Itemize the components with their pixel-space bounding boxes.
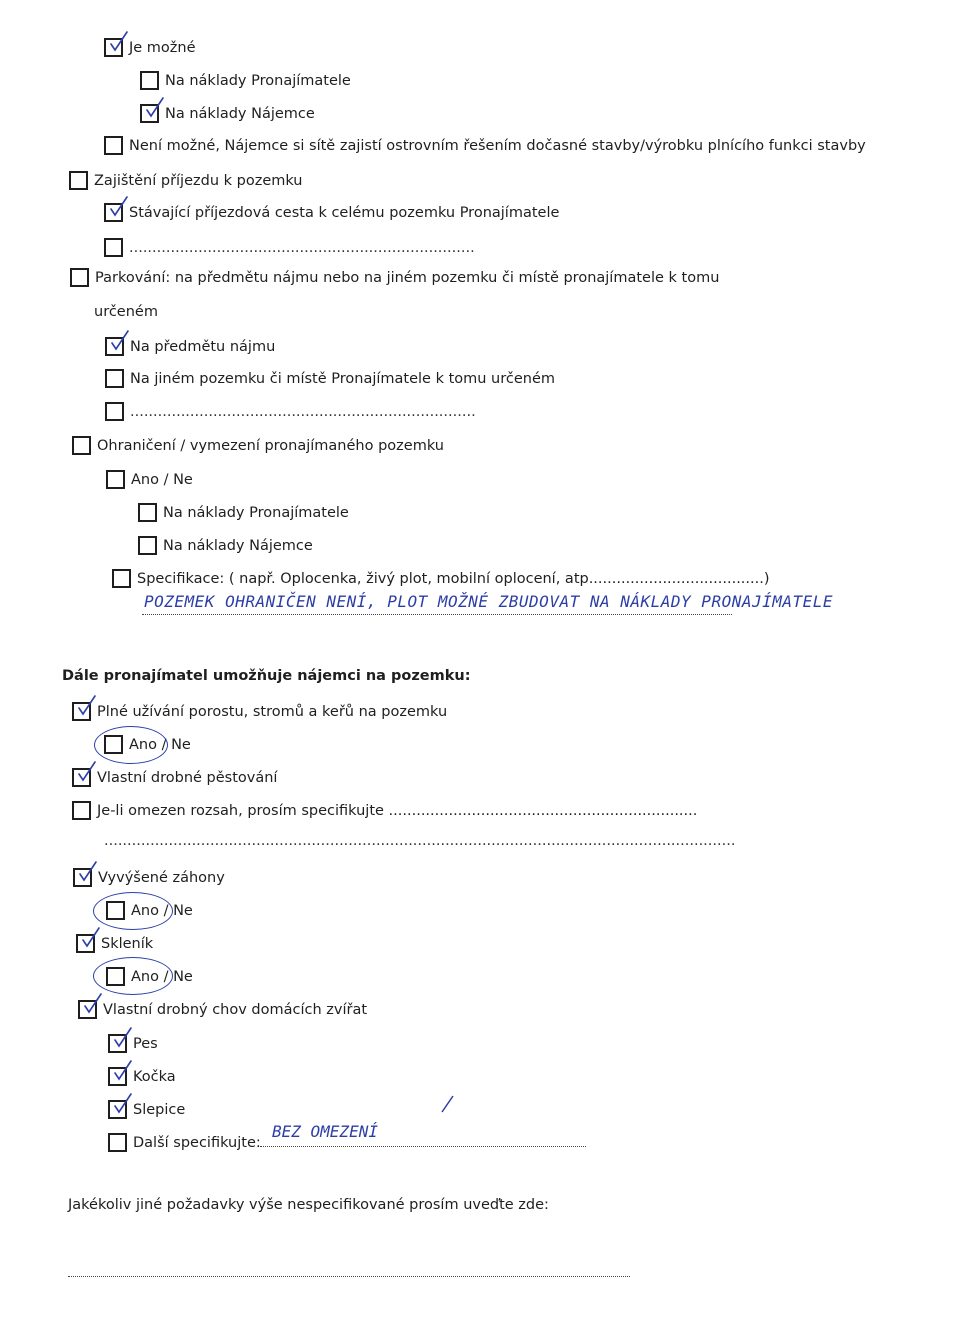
check-mark-icon (107, 31, 129, 55)
option-zahony (73, 868, 225, 887)
option-vlastni-pestovani (72, 768, 277, 787)
checkbox-je-mozne[interactable] (104, 38, 123, 57)
label-ano-2: Ano (131, 902, 159, 919)
handwritten-dalsi: BEZ OMEZENÍ (272, 1122, 378, 1141)
handwritten-ohraniceni: POZEMEK OHRANIČEN NENÍ, PLOT MOŽNÉ ZBUDOVAT NA NÁKLADY PRONAJÍMATELE (144, 592, 834, 611)
check-mark-icon (111, 1060, 133, 1084)
label-jakekoliv-row (68, 1197, 549, 1213)
checkbox-plne[interactable] (72, 702, 91, 721)
checkbox-pronajimatele-2[interactable] (138, 503, 157, 522)
checkbox-specifikace[interactable] (112, 569, 131, 588)
label-ne-3: / Ne (163, 968, 193, 985)
label-ne-2: / Ne (163, 902, 193, 919)
option-plne (72, 702, 447, 721)
checkbox-parkovani[interactable] (70, 268, 89, 287)
check-mark-icon (111, 1093, 133, 1117)
label-parkovani-cont (94, 304, 158, 320)
checkbox-stavajici[interactable] (104, 203, 123, 222)
option-neni-mozne (104, 136, 866, 155)
label-ano-ne-1: Ano / Ne (131, 471, 193, 488)
label-vlastni-pestovani: Vlastní drobné pěstování (97, 769, 278, 786)
option-na-jinem (105, 369, 555, 388)
label-na-jinem: Na jiném pozemku či místě Pronajímatele k tomu určeném (130, 370, 556, 387)
option-slepice (108, 1100, 185, 1119)
option-prijezd-other (104, 238, 475, 257)
checkbox-vlastni-pestovani[interactable] (72, 768, 91, 787)
checkbox-ano-ne-1[interactable] (106, 470, 125, 489)
option-stavajici (104, 203, 559, 222)
label-dalsi: Další specifikujte: (133, 1134, 261, 1151)
label-stavajici: Stávající příjezdová cesta k celému pozemku Pronajímatele (129, 204, 560, 221)
checkbox-sklenik[interactable] (76, 934, 95, 953)
checkbox-kocka[interactable] (108, 1067, 127, 1086)
label-najemce-1: Na náklady Nájemce (165, 105, 315, 122)
checkbox-parkovani-other[interactable] (105, 402, 124, 421)
option-dalsi (108, 1133, 261, 1152)
label-ohraniceni: Ohraničení / vymezení pronajímaného pozemku (97, 437, 444, 454)
option-prijezd (69, 171, 303, 190)
label-omezen: Je-li omezen rozsah, prosím specifikujte ................................................................... (97, 802, 698, 819)
label-parkovani-2: určeném (94, 304, 158, 320)
label-ano-3: Ano (131, 968, 159, 985)
check-mark-icon (75, 761, 97, 785)
label-prijezd: Zajištění příjezdu k pozemku (94, 172, 303, 189)
checkbox-ohraniceni[interactable] (72, 436, 91, 455)
label-dale-heading: Dále pronajímatel umožňuje nájemci na pozemku: (62, 668, 471, 684)
option-ano-ne-3 (106, 901, 193, 920)
label-pronajimatele-2: Na náklady Pronajímatele (163, 504, 349, 521)
checkbox-dalsi[interactable] (108, 1133, 127, 1152)
option-ano-ne-4 (106, 967, 193, 986)
option-pes (108, 1034, 158, 1053)
label-je-mozne: Je možné (129, 39, 196, 56)
checkbox-prijezd[interactable] (69, 171, 88, 190)
checkbox-neni-mozne[interactable] (104, 136, 123, 155)
label-jakekoliv: Jakékoliv jiné požadavky výše nespecifikované prosím uveďte zde: (68, 1197, 549, 1213)
option-pronajimatele-1 (140, 71, 351, 90)
fill-line-jakekoliv[interactable] (68, 1276, 630, 1277)
checkbox-najemce-2[interactable] (138, 536, 157, 555)
option-sklenik (76, 934, 153, 953)
check-mark-icon (143, 97, 165, 121)
label-pes: Pes (133, 1035, 158, 1052)
option-najemce-2 (138, 536, 313, 555)
option-kocka (108, 1067, 176, 1086)
label-zahony: Vyvýšené záhony (98, 869, 225, 886)
option-ano-ne-1 (106, 470, 193, 489)
label-na-predmetu: Na předmětu nájmu (130, 338, 276, 355)
option-najemce-1 (140, 104, 315, 123)
fill-line-dalsi (260, 1146, 586, 1147)
option-parkovani-other (105, 402, 476, 421)
label-kocka: Kočka (133, 1068, 176, 1085)
checkbox-na-predmetu[interactable] (105, 337, 124, 356)
label-pronajimatele-1: Na náklady Pronajímatele (165, 72, 351, 89)
fill-line-parkovani: ........................................................................... (130, 403, 476, 420)
label-parkovani: Parkování: na předmětu nájmu nebo na jiném pozemku či místě pronajímatele k tomu (95, 269, 720, 286)
check-mark-icon (75, 695, 97, 719)
checkbox-zahony-ano[interactable] (106, 901, 125, 920)
option-na-predmetu (105, 337, 275, 356)
check-mark-icon (81, 993, 103, 1017)
check-mark-icon (111, 1027, 133, 1051)
checkbox-najemce-1[interactable] (140, 104, 159, 123)
checkbox-chov[interactable] (78, 1000, 97, 1019)
option-omezen (72, 801, 697, 820)
label-slepice: Slepice (133, 1101, 186, 1118)
label-chov: Vlastní drobný chov domácích zvířat (103, 1001, 368, 1018)
label-sklenik: Skleník (101, 935, 154, 952)
check-mark-icon (76, 861, 98, 885)
section-heading-dale (62, 668, 471, 684)
checkbox-plne-ano[interactable] (104, 735, 123, 754)
checkbox-pronajimatele-1[interactable] (140, 71, 159, 90)
fill-dots-omezen: ......................................................................................................................................... (104, 833, 736, 849)
fill-line-omezen (104, 833, 735, 849)
checkbox-pes[interactable] (108, 1034, 127, 1053)
label-ne-1: / Ne (161, 736, 191, 753)
label-plne: Plné užívání porostu, stromů a keřů na pozemku (97, 703, 448, 720)
fill-line-prijezd: ........................................................................... (129, 239, 475, 256)
checkbox-slepice[interactable] (108, 1100, 127, 1119)
checkbox-omezen[interactable] (72, 801, 91, 820)
option-chov (78, 1000, 367, 1019)
option-specifikace (112, 569, 770, 588)
check-mark-icon (108, 330, 130, 354)
checkbox-sklenik-ano[interactable] (106, 967, 125, 986)
fill-line-specifikace (142, 614, 732, 615)
label-ano-1: Ano (129, 736, 157, 753)
option-pronajimatele-2 (138, 503, 349, 522)
option-parkovani (70, 268, 719, 287)
option-ano-ne-2 (104, 735, 191, 754)
check-mark-icon (79, 927, 101, 951)
checkbox-na-jinem[interactable] (105, 369, 124, 388)
checkbox-prijezd-other[interactable] (104, 238, 123, 257)
label-najemce-2: Na náklady Nájemce (163, 537, 313, 554)
handwritten-stroke-icon (440, 1094, 456, 1114)
check-mark-icon (107, 196, 129, 220)
option-ohraniceni (72, 436, 444, 455)
label-specifikace: Specifikace: ( např. Oplocenka, živý plot, mobilní oplocení, atp......................................) (137, 570, 770, 587)
option-je-mozne (104, 38, 196, 57)
label-neni-mozne: Není možné, Nájemce si sítě zajistí ostrovním řešením dočasné stavby/výrobku plnícího funkci stavby (129, 137, 866, 154)
checkbox-zahony[interactable] (73, 868, 92, 887)
